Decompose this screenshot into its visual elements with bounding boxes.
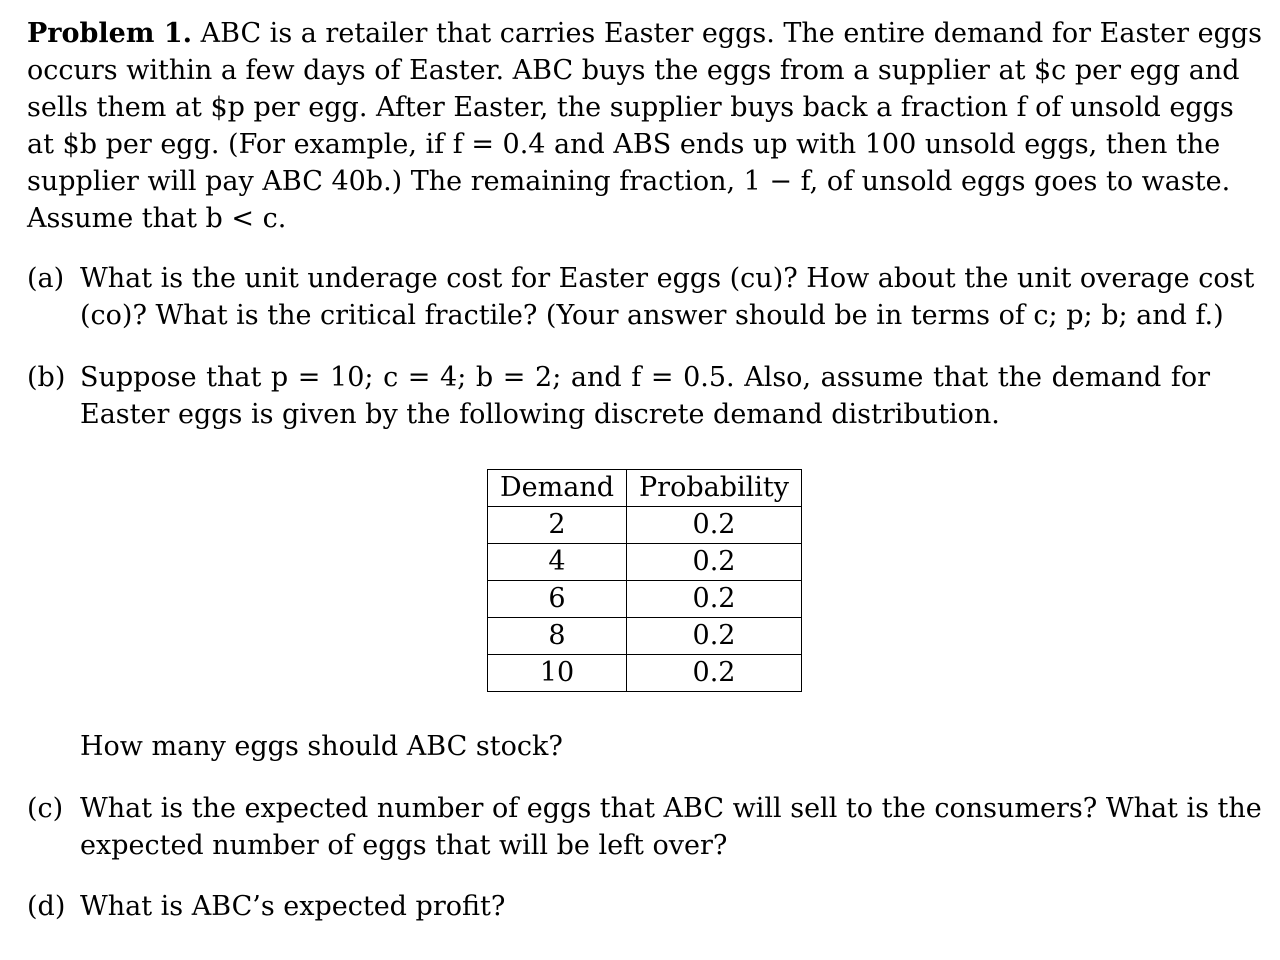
demand-cell: 2 (488, 507, 627, 544)
probability-header: Probability (627, 470, 802, 507)
part-c-line-1: What is the expected number of eggs that ABC will sell to the consumers? What is the (80, 793, 1262, 824)
part-c-line-2: expected number of eggs that will be left over? (80, 830, 728, 861)
table-row (488, 544, 802, 581)
part-b-line-1: Suppose that p = 10; c = 4; b = 2; and f = 0.5. Also, assume that the demand for (80, 362, 1210, 393)
problem-statement (27, 15, 1263, 237)
part-b-label: (b) (27, 362, 66, 393)
probability-cell: 0.2 (627, 581, 802, 618)
part-a-line-2: (co)? What is the critical fractile? (Your answer should be in terms of c; p; b; and f.) (80, 300, 1224, 331)
demand-cell: 6 (488, 581, 627, 618)
probability-cell: 0.2 (627, 655, 802, 692)
table-header-row (488, 470, 802, 507)
demand-cell: 8 (488, 618, 627, 655)
probability-cell: 0.2 (627, 507, 802, 544)
probability-cell: 0.2 (627, 618, 802, 655)
part-b-question-text: How many eggs should ABC stock? (80, 731, 563, 762)
demand-cell: 10 (488, 655, 627, 692)
table-row (488, 655, 802, 692)
demand-cell: 4 (488, 544, 627, 581)
problem-line-3: sells them at $p per egg. After Easter, the supplier buys back a fraction f of unsold eggs (27, 92, 1234, 123)
problem-line-4: at $b per egg. (For example, if f = 0.4 and ABS ends up with 100 unsold eggs, then the (27, 129, 1221, 160)
problem-label: Problem 1. (27, 18, 193, 49)
part-a-line-1: What is the unit underage cost for Easter eggs (cu)? How about the unit overage cost (80, 263, 1255, 294)
table-row (488, 507, 802, 544)
problem-line-5: supplier will pay ABC 40b.) The remaining fraction, 1 − f, of unsold eggs goes to waste. (27, 166, 1231, 197)
part-b-line-2: Easter eggs is given by the following discrete demand distribution. (80, 399, 1000, 430)
demand-header: Demand (488, 470, 627, 507)
part-c-label: (c) (27, 793, 64, 824)
part-a-label: (a) (27, 263, 65, 294)
probability-cell: 0.2 (627, 544, 802, 581)
demand-distribution-table (487, 469, 802, 692)
problem-line-2: occurs within a few days of Easter. ABC buys the eggs from a supplier at $c per egg and (27, 55, 1240, 86)
table-row (488, 581, 802, 618)
problem-line-1: Problem 1. ABC is a retailer that carries Easter eggs. The entire demand for Easter eggs (27, 18, 1263, 49)
problem-line-6: Assume that b < c. (27, 203, 287, 234)
table-row (488, 618, 802, 655)
part-d-line-1: What is ABC’s expected profit? (80, 891, 506, 922)
part-d-label: (d) (27, 891, 66, 922)
